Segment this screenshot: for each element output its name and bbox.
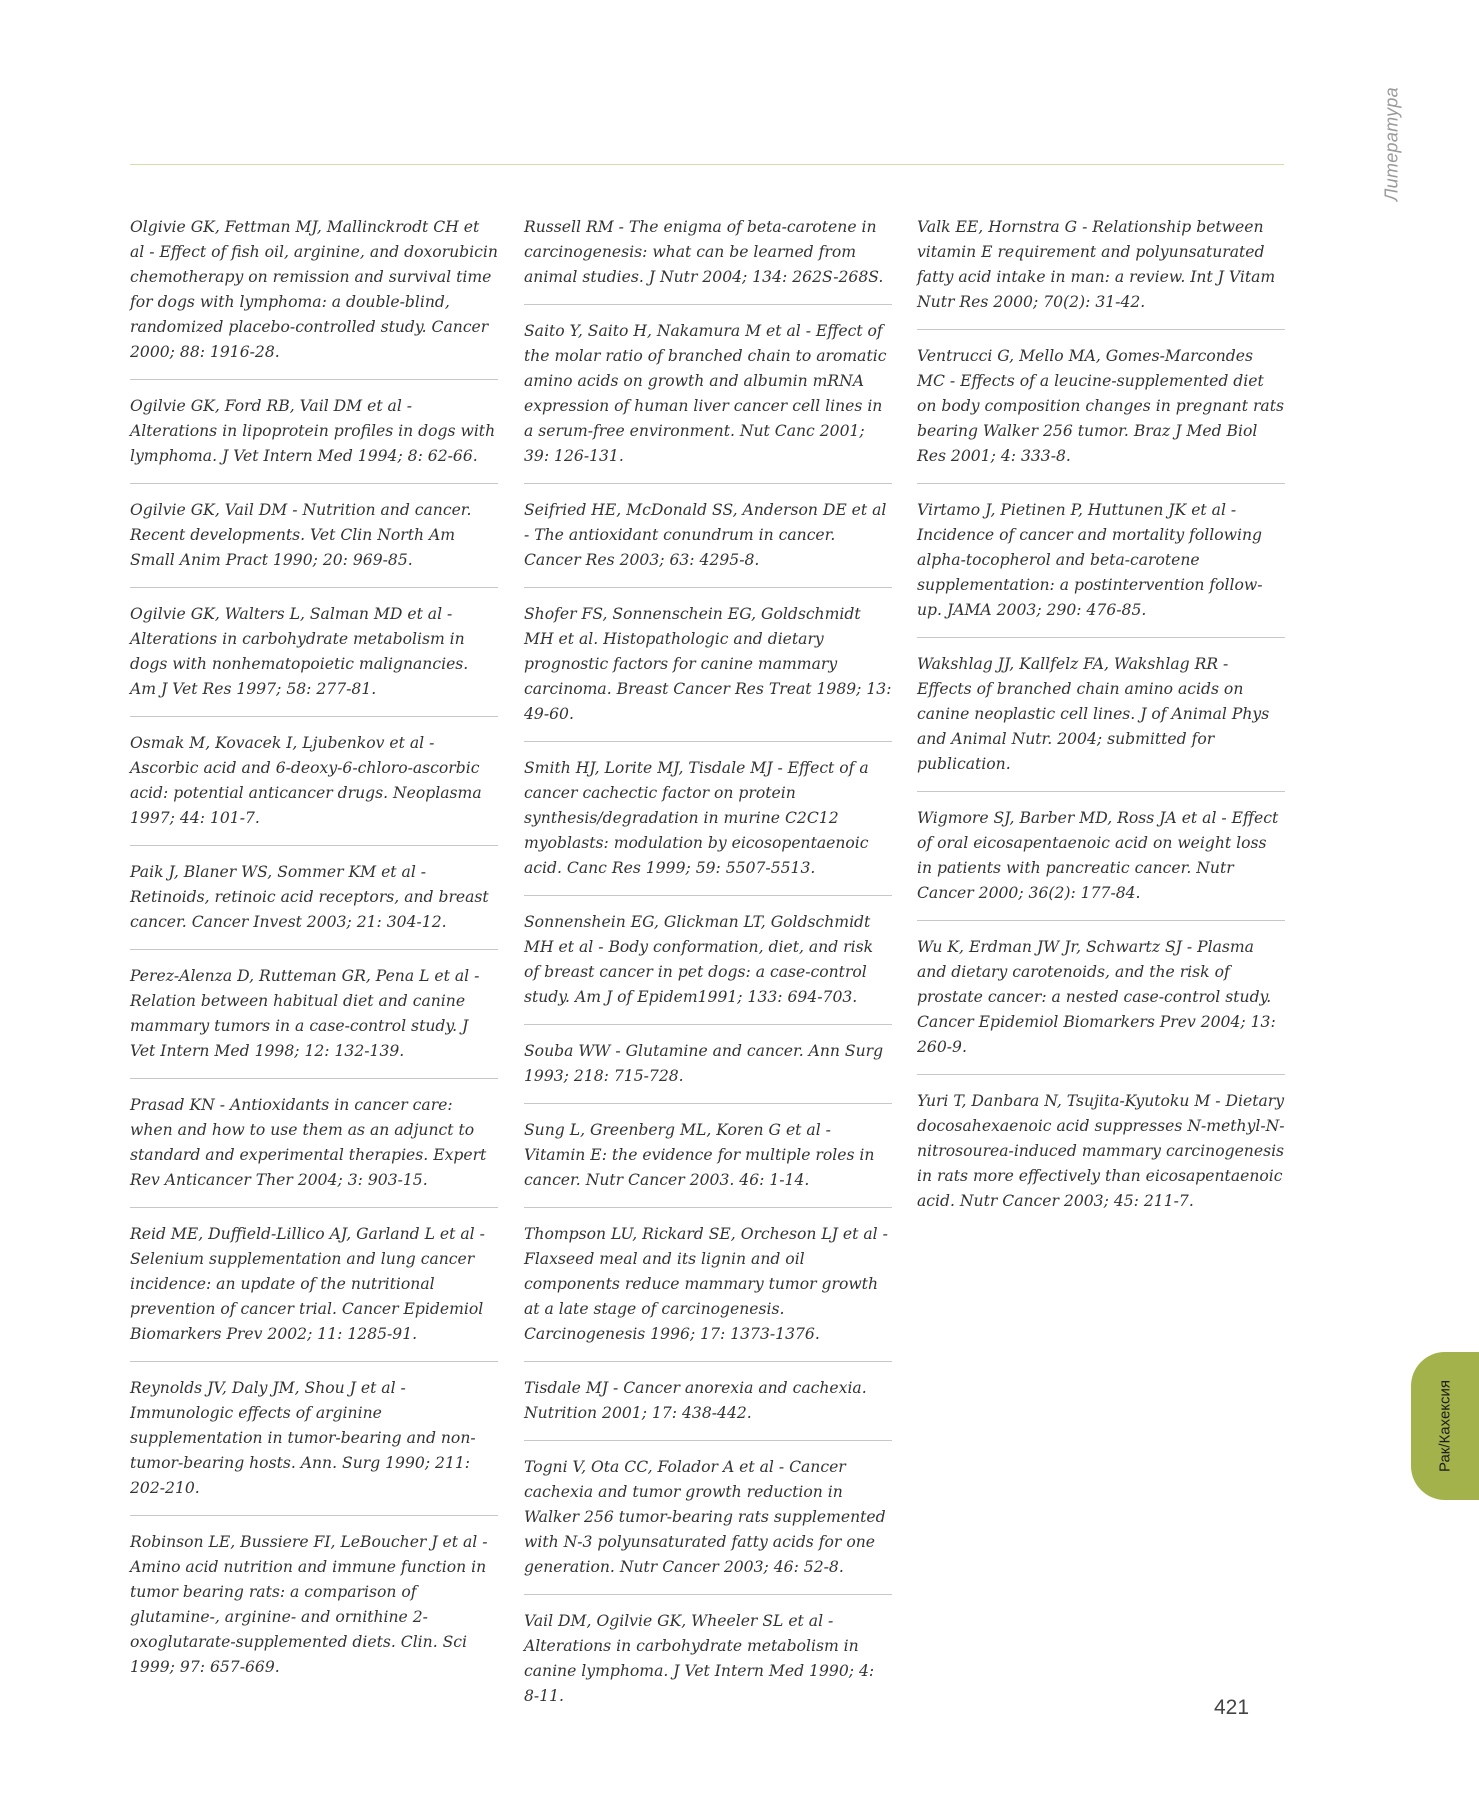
reference-entry: Smith HJ, Lorite MJ, Tisdale MJ - Effect of a cancer cachectic factor on protein synthesis/degradation in murine C2C12 myoblasts: modulation by eicosopentaenoic acid. Canc Res 1999; 59: 5507-5513.: [524, 756, 892, 896]
reference-entry: Togni V, Ota CC, Folador A et al - Cancer cachexia and tumor growth reduction in Walker 256 tumor-bearing rats supplemented with N-3 polyunsaturated fatty acids for one generation. Nutr Cancer 2003; 46: 52-8.: [524, 1455, 892, 1595]
reference-entry: Souba WW - Glutamine and cancer. Ann Surg 1993; 218: 715-728.: [524, 1039, 892, 1104]
reference-entry: Reid ME, Duffield-Lillico AJ, Garland L et al - Selenium supplementation and lung cancer incidence: an update of the nutritional prevention of cancer trial. Cancer Epidemiol Biomarkers Prev 2002; 11: 1285-91.: [130, 1222, 498, 1362]
chapter-tab[interactable]: [1411, 1352, 1479, 1500]
reference-entry: Seifried HE, McDonald SS, Anderson DE et al - The antioxidant conundrum in cancer. Cancer Res 2003; 63: 4295-8.: [524, 498, 892, 588]
chapter-tab-label: Рак/Кахексия: [1436, 1379, 1454, 1473]
reference-entry: Prasad KN - Antioxidants in cancer care: when and how to use them as an adjunct to standard and experimental therapies. Expert Rev Anticancer Ther 2004; 3: 903-15.: [130, 1093, 498, 1208]
top-divider: [130, 164, 1284, 165]
reference-entry: Vail DM, Ogilvie GK, Wheeler SL et al - Alterations in carbohydrate metabolism in canine lymphoma. J Vet Intern Med 1990; 4: 8-11.: [524, 1612, 875, 1705]
reference-entry: Olgivie GK, Fettman MJ, Mallinckrodt CH et al - Effect of fish oil, arginine, and doxorubicin chemotherapy on remission and survival time for dogs with lymphoma: a double-blind, randomized placebo-controlled study. Cancer 2000; 88: 1916-28.: [130, 215, 498, 380]
reference-entry: Sonnenshein EG, Glickman LT, Goldschmidt MH et al - Body conformation, diet, and risk of breast cancer in pet dogs: a case-control study. Am J of Epidem1991; 133: 694-703.: [524, 910, 892, 1025]
section-label: [1372, 86, 1412, 201]
reference-entry: Ogilvie GK, Walters L, Salman MD et al - Alterations in carbohydrate metabolism in dogs with nonhematopoietic malignancies. Am J Vet Res 1997; 58: 277-81.: [130, 602, 498, 717]
reference-entry: Saito Y, Saito H, Nakamura M et al - Effect of the molar ratio of branched chain to aromatic amino acids on growth and albumin mRNA expression of human liver cancer cell lines in a serum-free environment. Nut Canc 2001; 39: 126-131.: [524, 319, 892, 484]
reference-entry: Ogilvie GK, Ford RB, Vail DM et al - Alterations in lipoprotein profiles in dogs with lymphoma. J Vet Intern Med 1994; 8: 62-66.: [130, 394, 498, 484]
reference-entry: Russell RM - The enigma of beta-carotene in carcinogenesis: what can be learned from animal studies. J Nutr 2004; 134: 262S-268S.: [524, 215, 892, 305]
reference-entry: Osmak M, Kovacek I, Ljubenkov et al - Ascorbic acid and 6-deoxy-6-chloro-ascorbic acid: potential anticancer drugs. Neoplasma 1997; 44: 101-7.: [130, 731, 498, 846]
reference-entry: Thompson LU, Rickard SE, Orcheson LJ et al - Flaxseed meal and its lignin and oil components reduce mammary tumor growth at a late stage of carcinogenesis. Carcinogenesis 1996; 17: 1373-1376.: [524, 1222, 892, 1362]
reference-entry: Ogilvie GK, Vail DM - Nutrition and cancer. Recent developments. Vet Clin North Am Small Anim Pract 1990; 20: 969-85.: [130, 498, 498, 588]
references-column-3: [917, 215, 1285, 1242]
references-column-2: [524, 215, 892, 1737]
reference-entry: Valk EE, Hornstra G - Relationship between vitamin E requirement and polyunsaturated fatty acid intake in man: a review. Int J Vitam Nutr Res 2000; 70(2): 31-42.: [917, 215, 1285, 330]
reference-entry: Robinson LE, Bussiere FI, LeBoucher J et al - Amino acid nutrition and immune function in tumor bearing rats: a comparison of glutamine-, arginine- and ornithine 2-oxoglutarate-supplemented diets. Clin. Sci 1999; 97: 657-669.: [130, 1533, 488, 1676]
reference-entry: Sung L, Greenberg ML, Koren G et al - Vitamin E: the evidence for multiple roles in cancer. Nutr Cancer 2003. 46: 1-14.: [524, 1118, 892, 1208]
reference-entry: Ventrucci G, Mello MA, Gomes-Marcondes MC - Effects of a leucine-supplemented diet on body composition changes in pregnant rats bearing Walker 256 tumor. Braz J Med Biol Res 2001; 4: 333-8.: [917, 344, 1285, 484]
reference-entry: Shofer FS, Sonnenschein EG, Goldschmidt MH et al. Histopathologic and dietary prognostic factors for canine mammary carcinoma. Breast Cancer Res Treat 1989; 13: 49-60.: [524, 602, 892, 742]
reference-entry: Wu K, Erdman JW Jr, Schwartz SJ - Plasma and dietary carotenoids, and the risk of prostate cancer: a nested case-control study. Cancer Epidemiol Biomarkers Prev 2004; 13: 260-9.: [917, 935, 1285, 1075]
reference-entry: Tisdale MJ - Cancer anorexia and cachexia. Nutrition 2001; 17: 438-442.: [524, 1376, 892, 1441]
section-label-text: Литература: [1381, 86, 1402, 201]
reference-entry: Virtamo J, Pietinen P, Huttunen JK et al - Incidence of cancer and mortality following alpha-tocopherol and beta-carotene supplementation: a postintervention follow-up. JAMA 2003; 290: 476-85.: [917, 498, 1285, 638]
reference-entry: Wakshlag JJ, Kallfelz FA, Wakshlag RR - Effects of branched chain amino acids on canine neoplastic cell lines. J of Animal Phys and Animal Nutr. 2004; submitted for publication.: [917, 652, 1285, 792]
references-column-1: [130, 215, 498, 1708]
reference-entry: Perez-Alenza D, Rutteman GR, Pena L et al - Relation between habitual diet and canine mammary tumors in a case-control study. J Vet Intern Med 1998; 12: 132-139.: [130, 964, 498, 1079]
reference-entry: Yuri T, Danbara N, Tsujita-Kyutoku M - Dietary docosahexaenoic acid suppresses N-methyl-N-nitrosourea-induced mammary carcinogenesis in rats more effectively than eicosapentaenoic acid. Nutr Cancer 2003; 45: 211-7.: [917, 1092, 1285, 1210]
reference-entry: Paik J, Blaner WS, Sommer KM et al - Retinoids, retinoic acid receptors, and breast cancer. Cancer Invest 2003; 21: 304-12.: [130, 860, 498, 950]
reference-entry: Reynolds JV, Daly JM, Shou J et al - Immunologic effects of arginine supplementation in tumor-bearing and non-tumor-bearing hosts. Ann. Surg 1990; 211: 202-210.: [130, 1376, 498, 1516]
reference-entry: Wigmore SJ, Barber MD, Ross JA et al - Effect of oral eicosapentaenoic acid on weight loss in patients with pancreatic cancer. Nutr Cancer 2000; 36(2): 177-84.: [917, 806, 1285, 921]
page-number: 421: [1214, 1696, 1250, 1719]
